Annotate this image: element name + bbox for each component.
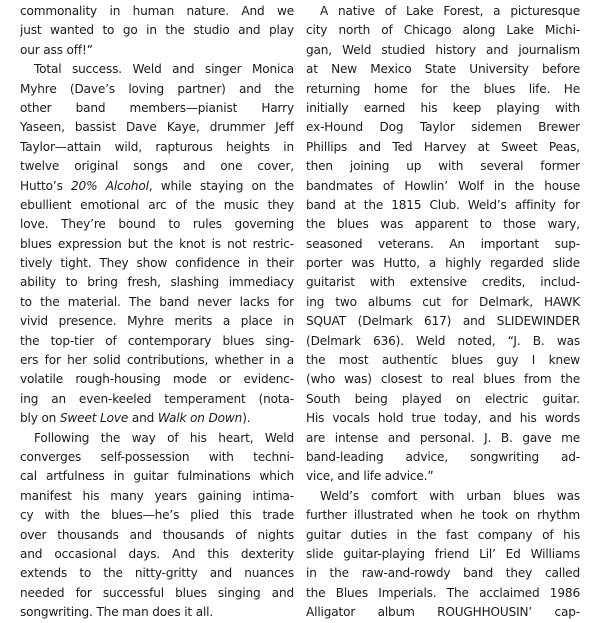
- text-line: [20, 215, 294, 234]
- text-line: [306, 448, 580, 467]
- text-line: [20, 177, 294, 196]
- line-text: love. They’re bound to rules governing: [20, 217, 294, 232]
- line-text: Myhre (Dave’s loving partner) and the: [20, 81, 294, 96]
- line-text: Taylor—attain wild, rapturous heights in: [20, 139, 294, 154]
- line-text: and occasional days. And this dexterity: [20, 546, 294, 561]
- line-text: to the material. The band never lacks for: [20, 294, 294, 309]
- text-line: [20, 273, 294, 292]
- text-line: [20, 293, 294, 312]
- text-line: [306, 60, 580, 79]
- line-text: band-leading advice, songwriting ad-: [306, 449, 580, 464]
- line-text: band at the 1815 Club. Weld’s affinity for: [306, 197, 580, 212]
- text-line: [306, 118, 580, 137]
- line-text: South being played on electric guitar.: [306, 391, 580, 406]
- line-text: , while staying on the: [148, 178, 294, 193]
- text-line: [20, 332, 294, 351]
- line-text: over thousands and thousands of nights: [20, 527, 294, 542]
- text-line: [20, 409, 294, 428]
- text-line: [20, 80, 294, 99]
- line-text: then joining up with several former: [306, 159, 580, 174]
- text-line: [20, 564, 294, 583]
- italic-title: 20% Alcohol: [71, 178, 149, 193]
- text-line: [20, 41, 294, 60]
- line-text: vivid presence. Myhre merits a place in: [20, 314, 294, 329]
- line-text: (who was) closest to real blues from the: [306, 372, 580, 387]
- line-text: cy with the blues—he’s plied this trade: [20, 508, 294, 523]
- line-text: at New Mexico State University before: [306, 62, 580, 77]
- text-line: [306, 80, 580, 99]
- text-line: [20, 603, 294, 622]
- line-text: twelve original songs and one cover,: [20, 159, 294, 174]
- line-text: Total success. Weld and singer Monica: [34, 62, 294, 77]
- text-line: [20, 584, 294, 603]
- text-line: [306, 138, 580, 157]
- line-text: A native of Lake Forest, a picturesque: [320, 4, 580, 18]
- text-line: [306, 99, 580, 118]
- line-text: city north of Chicago along Lake Michi-: [306, 23, 580, 38]
- line-text: Alligator album ROUGHHOUSIN’ cap-: [306, 605, 580, 620]
- line-text: extends to the nitty-gritty and nuances: [20, 566, 294, 581]
- left-column: [20, 2, 294, 623]
- text-line: [20, 312, 294, 331]
- text-line: [20, 487, 294, 506]
- text-line: [20, 60, 294, 79]
- text-line: [306, 370, 580, 389]
- line-text: returning home for the blues life. He: [306, 81, 580, 96]
- line-text: Phillips and Ted Harvey at Sweet Peas,: [306, 139, 580, 154]
- text-line: [306, 467, 580, 486]
- line-text: ers for her solid contributions, whether in a: [20, 353, 294, 368]
- text-line: [306, 584, 580, 603]
- line-text: cal artfulness in guitar fulminations which: [20, 469, 294, 484]
- text-line: [306, 487, 580, 506]
- line-text: initially earned his keep playing with: [306, 100, 580, 115]
- line-text: other band members—pianist Harry: [20, 100, 294, 115]
- text-line: [306, 41, 580, 60]
- text-line: [20, 196, 294, 215]
- line-text: needed for successful blues singing and: [20, 585, 294, 600]
- text-line: [306, 215, 580, 234]
- line-text: ex-Hound Dog Taylor sidemen Brewer: [306, 120, 580, 135]
- line-text: ing an even-keeled temperament (nota-: [20, 391, 294, 406]
- text-line: [306, 273, 580, 292]
- text-line: [306, 332, 580, 351]
- text-line: [20, 21, 294, 40]
- text-line: [306, 21, 580, 40]
- line-text: Yaseen, bassist Dave Kaye, drummer Jeff: [20, 120, 294, 135]
- line-text: SQUAT (Delmark 617) and SLIDEWINDER: [306, 314, 580, 329]
- line-text: gan, Weld studied history and journalism: [306, 42, 580, 57]
- line-text: bly on: [20, 411, 60, 426]
- text-line: [20, 429, 294, 448]
- text-line: [306, 2, 580, 21]
- italic-title: Walk on Down: [157, 411, 243, 426]
- text-line: [306, 545, 580, 564]
- text-line: [306, 429, 580, 448]
- line-text: the Blues Imperials. The acclaimed 1986: [306, 585, 580, 600]
- line-text: the blues was apparent to those wary,: [306, 217, 580, 232]
- line-text: the most authentic blues guy I knew: [306, 353, 580, 368]
- line-text: the top-tier of contemporary blues sing-: [20, 333, 294, 348]
- text-line: [20, 526, 294, 545]
- line-text: seasoned veterans. An important sup-: [306, 236, 580, 251]
- text-line: [306, 157, 580, 176]
- line-text: volatile rough-housing mode or evidenc-: [20, 372, 294, 387]
- text-line: [306, 390, 580, 409]
- italic-title: Sweet Love: [59, 411, 129, 426]
- line-text: (Delmark 636). Weld noted, “J. B. was: [306, 333, 580, 348]
- text-line: [306, 506, 580, 525]
- text-line: [20, 235, 294, 254]
- text-line: [306, 564, 580, 583]
- line-text: in the raw-and-rowdy band they called: [306, 566, 580, 581]
- text-line: [306, 177, 580, 196]
- line-text: Following the way of his heart, Weld: [34, 430, 294, 445]
- line-text: are intense and personal. J. B. gave me: [306, 430, 580, 445]
- text-line: [20, 506, 294, 525]
- line-text: Weld’s comfort with urban blues was: [320, 488, 580, 503]
- text-line: [20, 448, 294, 467]
- line-text: ebullient emotional arc of the music they: [20, 197, 294, 212]
- line-text: Hutto’s: [20, 178, 72, 193]
- line-text: slide guitar-playing friend Lil’ Ed Williams: [306, 546, 580, 561]
- line-text: ability to bring fresh, slashing immediacy: [20, 275, 294, 290]
- text-line: [20, 99, 294, 118]
- text-line: [306, 603, 580, 622]
- text-line: [306, 351, 580, 370]
- text-line: [20, 138, 294, 157]
- line-text: ing two albums cut for Delmark, HAWK: [306, 294, 580, 309]
- text-line: [20, 118, 294, 137]
- text-line: [20, 390, 294, 409]
- line-text: porter was Hutto, a highly regarded slide: [306, 256, 580, 271]
- line-text: commonality in human nature. And we: [20, 4, 294, 18]
- text-line: [306, 254, 580, 273]
- line-text: guitarist with extensive credits, includ-: [306, 275, 580, 290]
- line-text: tively tight. They show confidence in their: [20, 256, 294, 271]
- text-line: [306, 235, 580, 254]
- line-text: bandmates of Howlin’ Wolf in the house: [306, 178, 580, 193]
- line-text: vice, and life advice.”: [306, 469, 434, 484]
- line-text: blues expression but the knot is not restric-: [20, 236, 294, 251]
- text-line: [20, 2, 294, 21]
- text-line: [20, 467, 294, 486]
- line-text: converges self-possession with techni-: [20, 449, 294, 464]
- text-line: [20, 157, 294, 176]
- text-line: [306, 293, 580, 312]
- line-text: just wanted to go in the studio and play: [20, 23, 294, 38]
- text-line: [306, 409, 580, 428]
- text-line: [20, 351, 294, 370]
- text-line: [306, 196, 580, 215]
- text-line: [20, 545, 294, 564]
- line-text: our ass off!”: [20, 42, 93, 57]
- line-text: songwriting. The man does it all.: [20, 605, 214, 620]
- line-text: His vocals hold true today, and his words: [306, 411, 580, 426]
- text-line: [20, 254, 294, 273]
- right-column: [306, 2, 580, 623]
- text-line: [306, 312, 580, 331]
- text-line: [20, 370, 294, 389]
- line-text: guitar duties in the fast company of his: [306, 527, 580, 542]
- line-text: further illustrated when he took on rhythm: [306, 508, 580, 523]
- line-text: ).: [242, 411, 251, 426]
- line-text: manifest his many years gaining intima-: [20, 488, 294, 503]
- text-line: [306, 526, 580, 545]
- line-text: and: [128, 411, 158, 426]
